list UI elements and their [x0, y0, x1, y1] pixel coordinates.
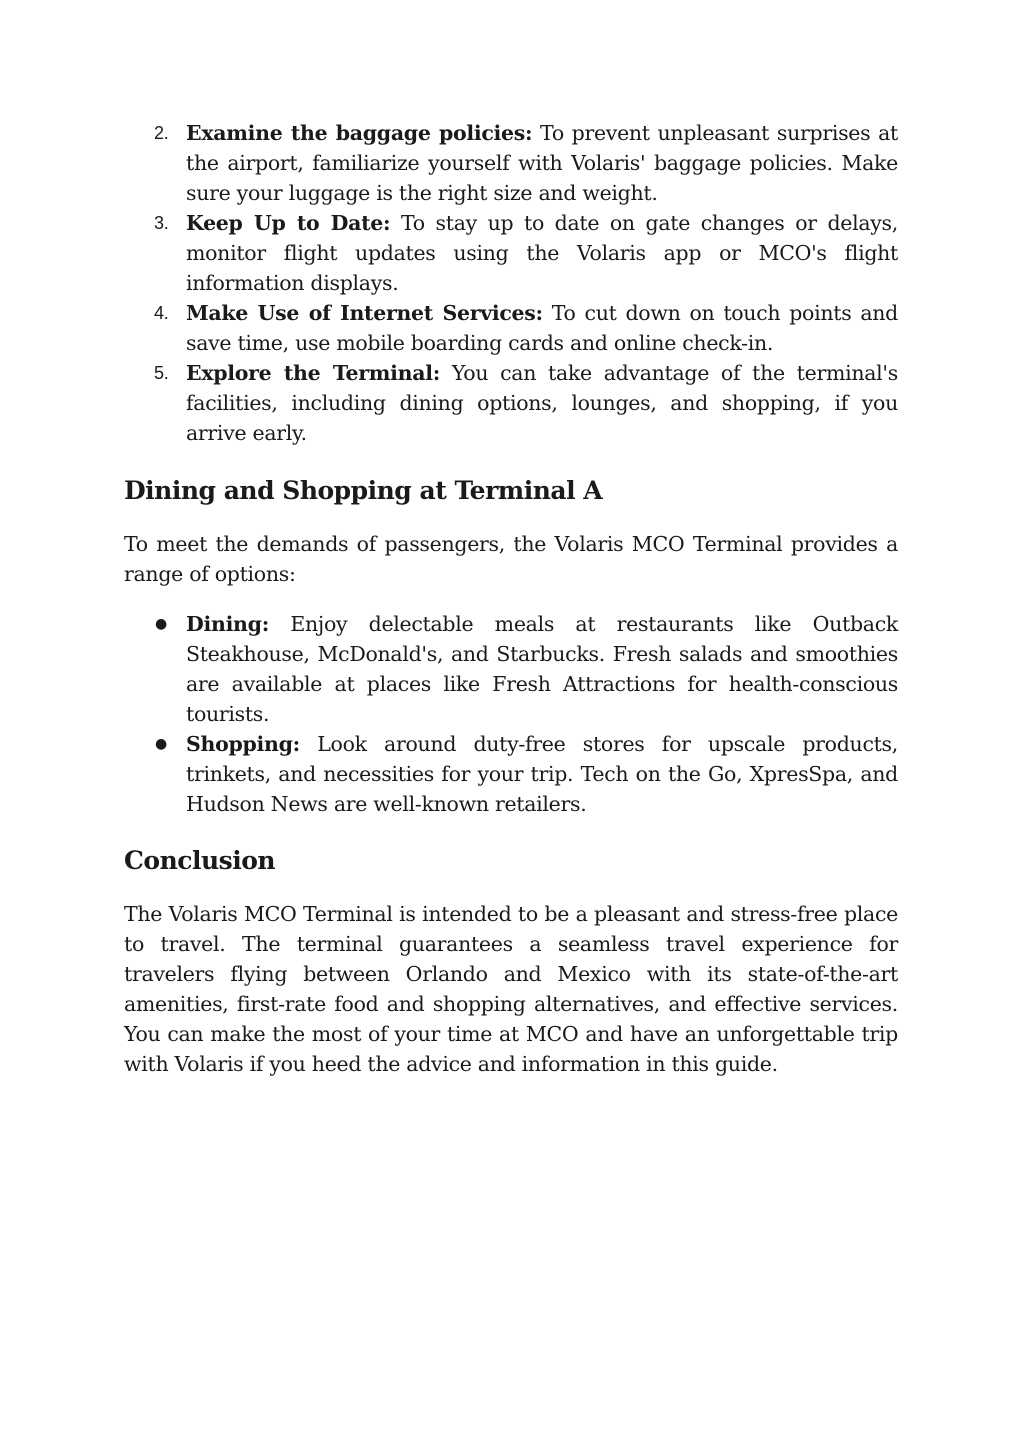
bullet-text: Look around duty-free stores for upscale products, trinkets, and necessities for your trip. Tech on the Go, XpresSpa, and Hudson News are well-known retailers. — [186, 732, 898, 816]
tip-item — [124, 358, 898, 448]
list-number: 5. — [154, 363, 169, 383]
tips-list — [124, 118, 898, 448]
bullet-marker: ● — [155, 736, 167, 752]
bullet-item — [124, 729, 898, 819]
conclusion-paragraph: The Volaris MCO Terminal is intended to be a pleasant and stress-free place to travel. The terminal guarantees a seamless travel experience for travelers flying between Orlando and Mexico with its state-of-the-art amenities, first-rate food and shopping alternatives, and effective services. You can make the most of your time at MCO and have an unforgettable trip with Volaris if you heed the advice and information in this guide. — [124, 902, 898, 1076]
bullet-title: Dining: — [186, 612, 269, 636]
tip-text: To stay up to date on gate changes or delays, monitor flight updates using the Volaris app or MCO's flight information displays. — [186, 211, 898, 295]
tip-title: Keep Up to Date: — [186, 211, 391, 235]
document-page — [124, 118, 898, 1079]
tip-title: Explore the Terminal: — [186, 361, 440, 385]
tip-text: To prevent unpleasant surprises at the airport, familiarize yourself with Volaris' baggage policies. Make sure your luggage is the right size and weight. — [186, 121, 898, 205]
tip-text: To cut down on touch points and save time, use mobile boarding cards and online check-in. — [186, 301, 898, 355]
dining-bullets-list — [124, 609, 898, 819]
dining-section-heading: Dining and Shopping at Terminal A — [124, 476, 603, 505]
tip-text: You can take advantage of the terminal's facilities, including dining options, lounges, and shopping, if you arrive early. — [186, 361, 898, 445]
conclusion-heading: Conclusion — [124, 846, 276, 875]
bullet-marker: ● — [155, 616, 167, 632]
bullet-text: Enjoy delectable meals at restaurants like Outback Steakhouse, McDonald's, and Starbucks. Fresh salads and smoothies are available at places like Fresh Attractions for health-conscious tourists. — [186, 612, 898, 726]
tip-title: Examine the baggage policies: — [186, 121, 533, 145]
list-number: 4. — [154, 303, 169, 323]
list-number: 2. — [154, 123, 169, 143]
dining-intro-paragraph: To meet the demands of passengers, the Volaris MCO Terminal provides a range of options: — [124, 532, 898, 586]
tip-title: Make Use of Internet Services: — [186, 301, 543, 325]
tip-item — [124, 118, 898, 208]
list-number: 3. — [154, 213, 169, 233]
tip-item — [124, 298, 898, 358]
bullet-title: Shopping: — [186, 732, 300, 756]
bullet-item — [124, 609, 898, 729]
tip-item — [124, 208, 898, 298]
